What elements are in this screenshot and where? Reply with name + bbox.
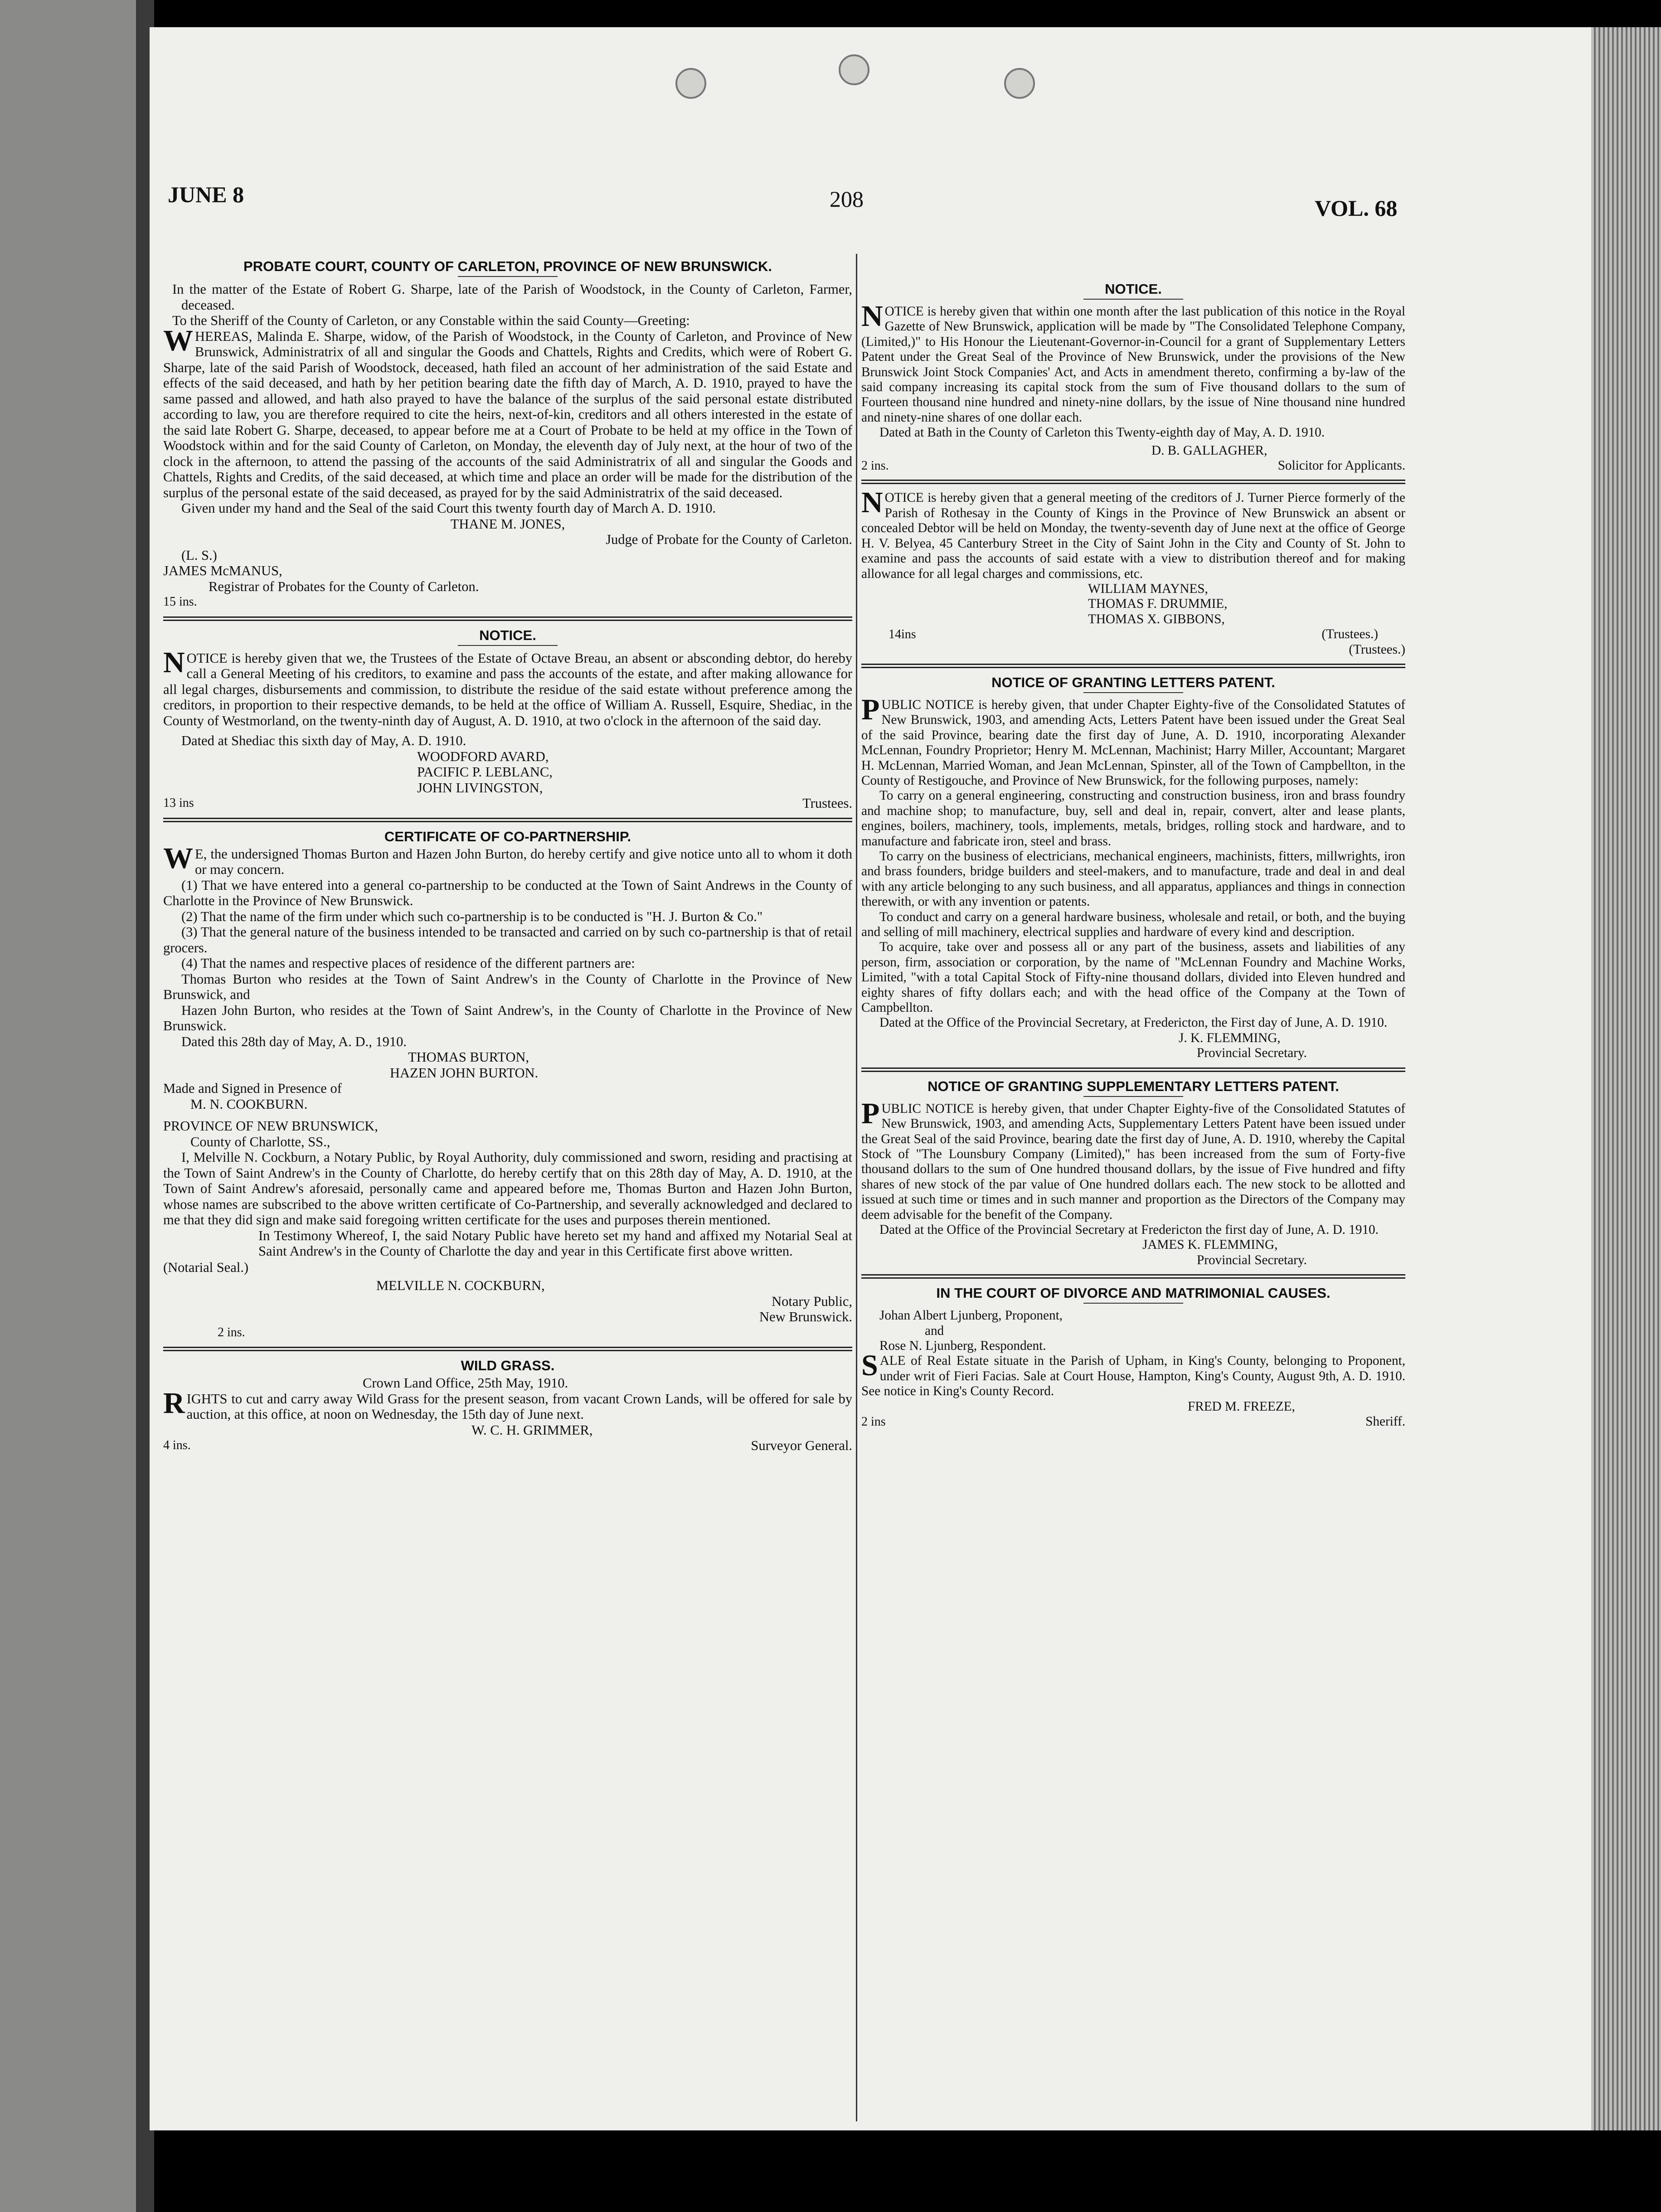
signature: THOMAS F. DRUMMIE, bbox=[1088, 597, 1228, 611]
signature-title: Surveyor General. bbox=[751, 1438, 852, 1453]
party-line: Rose N. Ljunberg, Respondent. bbox=[879, 1338, 1046, 1353]
signature-row bbox=[163, 796, 852, 811]
signature-row bbox=[163, 1438, 852, 1454]
signature-title: Registrar of Probates for the County of Carleton. bbox=[209, 578, 479, 594]
left-page-edge bbox=[0, 0, 150, 2212]
divider bbox=[458, 645, 558, 646]
party-line: and bbox=[925, 1323, 944, 1338]
paragraph: NOTICE is hereby given that within one month after the last publication of this notice in the Royal Gazette of New Brunswick, application will be made by "The Consolidated Telephone Company, (Limited,)" to His Honour the Lieutenant-Governor-in-Council for a grant of Supplementary Letters Patent under the Great Seal of the Province of New Brunswick, under the provisions of the New Brunswick Joint Stock Companies' Act, and Acts in amendment thereto, confirming a by-law of the said company increasing its capital stock from the sum of Five thousand dollars to the sum of Fourteen thousand nine hundred and ninety-nine dollars, by the issue of Nine thousand nine hundred and ninety-nine shares of one dollar each. bbox=[861, 300, 1405, 425]
paragraph: PUBLIC NOTICE is hereby given, that under Chapter Eighty-five of the Consolidated Statutes of New Brunswick, 1903, and amending Acts, Supplementary Letters Patent have been issued under the Great Seal of the said Province, bearing date the first day of June, A. D. 1910, whereby the Capital Stock of "The Lounsbury Company (Limited)," has been increased from the sum of Forty-five thousand dollars to the sum of One hundred thousand dollars, by the issue of Five hundred and fifty shares of new stock of the par value of One hundred dollars each. The new stock to be allotted and issued at such time or times and in such manner and proportion as the Directors of the Company may deem advisable for the benefit of the Company. bbox=[861, 1096, 1405, 1222]
right-column bbox=[861, 254, 1405, 1429]
signature: HAZEN JOHN BURTON. bbox=[390, 1065, 539, 1081]
paragraph: To conduct and carry on a general hardware business, wholesale and retail, or both, and the buying and selling of mill machinery, electrical supplies and hardware of every kind and description. bbox=[861, 909, 1405, 940]
co-partnership-certificate bbox=[163, 829, 852, 1341]
paragraph: Made and Signed in Presence of bbox=[163, 1081, 342, 1096]
section-title: IN THE COURT OF DIVORCE AND MATRIMONIAL CAUSES. bbox=[936, 1285, 1331, 1301]
column-divider bbox=[856, 254, 857, 2121]
supplementary-letters-patent-notice bbox=[861, 1078, 1405, 1268]
paragraph: Dated this 28th day of May, A. D., 1910. bbox=[181, 1033, 407, 1049]
binding-hole bbox=[1004, 68, 1035, 99]
telephone-company-notice bbox=[861, 281, 1405, 473]
section-title: NOTICE. bbox=[1105, 281, 1162, 297]
paragraph: PUBLIC NOTICE is hereby given, that under Chapter Eighty-five of the Consolidated Statutes of New Brunswick, 1903, and amending Acts, Letters Patent have been issued under the Great Seal of the said Province, bearing date the first day of June, A. D. 1910, incorporating Alexander McLennan, Foundry Proprietor; Henry M. McLennan, Machinist; Harry Miller, Accountant; Margaret H. McLennan, Married Woman, and Jean McLennan, Spinster, all of the Town of Campbellton, in the County of Restigouche, and Province of New Brunswick, for the following purposes, namely: bbox=[861, 693, 1405, 788]
paragraph: To carry on the business of electricians, mechanical engineers, machinists, fitters, millwrights, iron and brass founders, bridge builders and steel-makers, and to manufacture, trade and deal in and deal with any article belonging to any such business, and all apparatus, appliances and things in connection therewith, or with any invention or patents. bbox=[861, 849, 1405, 909]
signature: JOHN LIVINGSTON, bbox=[417, 780, 543, 796]
page-number: 208 bbox=[830, 186, 864, 212]
paragraph: (2) That the name of the firm under which such co-partnership is to be conducted is "H. J. Burton & Co." bbox=[181, 908, 763, 924]
insertion-count: 14ins bbox=[889, 627, 916, 642]
paragraph: NOTICE is hereby given that we, the Trustees of the Estate of Octave Breau, an absent or absconding debtor, do hereby call a General Meeting of his creditors, to examine and pass the accounts of the estate, and after making allowance for all legal charges, disbursements and commission, to distribute the residue of the said estate without preference among the creditors, in proportion to their respective demands, to be held at the office of William A. Russell, Esquire, Shediac, in the County of Westmorland, on the twenty-ninth day of August, A. D. 1910, at two o'clock in the afternoon of the said day. bbox=[163, 645, 852, 728]
insertion-count: 15 ins. bbox=[163, 595, 197, 609]
signature: WOODFORD AVARD, bbox=[417, 748, 549, 764]
testimony-block bbox=[163, 1228, 852, 1276]
section-divider bbox=[163, 616, 852, 621]
signature-title: Provincial Secretary. bbox=[1197, 1252, 1307, 1267]
page-stack-edge bbox=[1591, 27, 1661, 2130]
divider bbox=[1083, 299, 1183, 300]
signature: THOMAS BURTON, bbox=[408, 1049, 529, 1065]
paragraph: To the Sheriff of the County of Carleton, or any Constable within the said County—Greeting: bbox=[172, 313, 690, 328]
paragraph: I, Melville N. Cockburn, a Notary Public, by Royal Authority, duly commissioned and sworn, residing and practising at the Town of Saint Andrew's in the County of Charlotte, do hereby certify that on this 28th day of May, A. D. 1910, at the Town of Saint Andrew's aforesaid, personally came and appeared before me, Thomas Burton and Hazen John Burton, whose names are subscribed to the above written certificate of Co-Partnership, and severally acknowledged and declared to me that they did sign and make said foregoing written certificate for the uses and purposes therein mentioned. bbox=[163, 1150, 852, 1227]
paragraph: To acquire, take over and possess all or any part of the business, assets and liabilities of any person, firm, association or corporation, by the name of "McLennan Foundry and Machine Works, Limited, "with a total Capital Stock of Fifty-nine thousand dollars, divided into Eleven hundred and eighty shares of fifty dollars each; and with the head office of the Company at the Town of Campbellton. bbox=[861, 940, 1405, 1015]
signature-row bbox=[861, 458, 1405, 473]
signature-title: New Brunswick. bbox=[759, 1309, 852, 1324]
paragraph: Dated at the Office of the Provincial Secretary, at Fredericton, the First day of June, A. D. 1910. bbox=[879, 1015, 1388, 1030]
paragraph: NOTICE is hereby given that a general meeting of the creditors of J. Turner Pierce formerly of the Parish of Rothesay in the County of Kings in the Province of New Brunswick an absent or concealed Debtor will be held on Monday, the twenty-seventh day of June next at the office of George H. V. Belyea, 45 Canterbury Street in the City of Saint John in the City and County of St. John to examine and pass the accounts of said estate with a view to distribution thereof and for making allowance for all legal charges and commissions, etc. bbox=[861, 486, 1405, 581]
wild-grass-notice bbox=[163, 1358, 852, 1454]
signature: MELVILLE N. COCKBURN, bbox=[376, 1278, 545, 1293]
paragraph: (3) That the general nature of the business intended to be transacted and carried on by such co-partnership is that of retail grocers. bbox=[163, 924, 852, 956]
divorce-court-notice bbox=[861, 1285, 1405, 1429]
signature-title: Judge of Probate for the County of Carleton. bbox=[606, 532, 852, 547]
signature-title: Trustees. bbox=[802, 796, 852, 811]
binding-hole bbox=[839, 54, 869, 85]
paragraph: Given under my hand and the Seal of the said Court this twenty fourth day of March A. D. 1910. bbox=[181, 500, 716, 516]
signature: THANE M. JONES, bbox=[450, 516, 565, 532]
probate-notice bbox=[163, 258, 852, 610]
paragraph: SALE of Real Estate situate in the Parish of Upham, in King's County, belonging to Proponent, under writ of Fieri Facias. Sale at Court House, Hampton, King's County, August 9th, A. D. 1910. See notice in King's County Record. bbox=[861, 1349, 1405, 1399]
section-title: WILD GRASS. bbox=[461, 1358, 555, 1373]
signature-title: (Trustees.) bbox=[1321, 627, 1378, 642]
paragraph: (1) That we have entered into a general co-partnership to be conducted at the Town of Saint Andrews in the County of Charlotte in the Province of New Brunswick. bbox=[163, 877, 852, 908]
paragraph: To carry on a general engineering, constructing and construction business, iron and brass foundry and machine shop; to manufacture, buy, sell and deal in, repair, convert, alter and lease plants, engines, boilers, machinery, tools, implements, metals, bridges, rolling stock and hardware, and to manufacture and fabricate iron, steel and brass. bbox=[861, 788, 1405, 849]
seal-mark: (Notarial Seal.) bbox=[163, 1259, 249, 1275]
signature-title: Solicitor for Applicants. bbox=[1277, 458, 1405, 473]
page-date: JUNE 8 bbox=[168, 182, 244, 207]
section-title: PROBATE COURT, COUNTY OF CARLETON, PROVINCE OF NEW BRUNSWICK. bbox=[243, 258, 772, 274]
divider bbox=[458, 276, 558, 277]
signature: PACIFIC P. LEBLANC, bbox=[417, 764, 553, 780]
section-divider bbox=[861, 1274, 1405, 1279]
binding-hole bbox=[675, 68, 706, 99]
insertion-count: 2 ins. bbox=[861, 459, 889, 473]
signature: JAMES K. FLEMMING, bbox=[1142, 1237, 1278, 1252]
seal-mark: (L. S.) bbox=[181, 547, 217, 563]
paragraph: In the matter of the Estate of Robert G. Sharpe, late of the Parish of Woodstock, in the County of Carleton, Farmer, deceased. bbox=[172, 281, 852, 313]
section-title: NOTICE OF GRANTING LETTERS PATENT. bbox=[991, 674, 1275, 690]
section-divider bbox=[861, 480, 1405, 484]
insertion-count: 2 ins bbox=[861, 1415, 886, 1429]
paragraph: In Testimony Whereof, I, the said Notary Public have hereto set my hand and affixed my Notarial Seal at Saint Andrew's in the County of Charlotte the day and year in this Certificate first above written. bbox=[258, 1227, 852, 1259]
signature: D. B. GALLAGHER, bbox=[1151, 443, 1268, 458]
divider bbox=[1083, 692, 1183, 693]
signature-row bbox=[861, 627, 1405, 642]
paragraph: (4) That the names and respective places of residence of the different partners are: bbox=[181, 956, 635, 971]
signature: JAMES McMANUS, bbox=[163, 563, 282, 578]
signature-row bbox=[861, 1414, 1405, 1429]
left-column bbox=[163, 254, 852, 1454]
divider bbox=[1083, 1303, 1183, 1304]
party-line: Johan Albert Ljunberg, Proponent, bbox=[879, 1308, 1063, 1323]
paragraph: County of Charlotte, SS., bbox=[190, 1134, 330, 1150]
insertion-count: 4 ins. bbox=[163, 1438, 191, 1452]
section-title: NOTICE. bbox=[479, 627, 536, 643]
signature: THOMAS X. GIBBONS, bbox=[1088, 611, 1225, 626]
paragraph: PROVINCE OF NEW BRUNSWICK, bbox=[163, 1118, 378, 1134]
signature-title: Sheriff. bbox=[1365, 1414, 1405, 1429]
paragraph: Dated at Bath in the County of Carleton this Twenty-eighth day of May, A. D. 1910. bbox=[879, 425, 1325, 440]
signature: J. K. FLEMMING, bbox=[1179, 1030, 1281, 1045]
volume-label: VOL. 68 bbox=[1315, 195, 1398, 221]
paragraph: WE, the undersigned Thomas Burton and Hazen John Burton, do hereby certify and give notice unto all to whom it doth or may concern. bbox=[163, 841, 852, 877]
section-divider bbox=[163, 818, 852, 822]
paragraph: Hazen John Burton, who resides at the Town of Saint Andrew's, in the County of Charlotte in the Province of New Brunswick. bbox=[163, 1002, 852, 1033]
paragraph: Crown Land Office, 25th May, 1910. bbox=[363, 1375, 568, 1391]
section-divider bbox=[861, 1067, 1405, 1072]
signature: FRED M. FREEZE, bbox=[1188, 1399, 1295, 1414]
paragraph: Thomas Burton who resides at the Town of Saint Andrew's in the County of Charlotte in the Province of New Brunswick, and bbox=[163, 971, 852, 1002]
signature: M. N. COOKBURN. bbox=[190, 1096, 308, 1112]
signature-title: Notary Public, bbox=[772, 1293, 852, 1309]
signature-title: Provincial Secretary. bbox=[1197, 1046, 1307, 1061]
insertion-count: 2 ins. bbox=[218, 1325, 245, 1339]
signature: W. C. H. GRIMMER, bbox=[471, 1422, 593, 1438]
octave-breau-notice bbox=[163, 627, 852, 811]
paragraph: Dated at Shediac this sixth day of May, A. D. 1910. bbox=[181, 733, 466, 748]
section-divider bbox=[861, 664, 1405, 668]
paragraph: WHEREAS, Malinda E. Sharpe, widow, of the Parish of Woodstock, in the County of Carleton, and Province of New Brunswick, Administratrix of all and singular the Goods and Chattels, Rights and Credits, which were of Robert G. Sharpe, late of the said Parish of Woodstock, deceased, hath filed an account of her administration of the said Estate and effects of the said deceased, and hath by her petition bearing date the fifth day of March, A. D. 1910, prayed to have the same passed and allowed, and hath also prayed to have the balance of the surplus of the said personal estate distributed according to law, you are therefore required to cite the heirs, next-of-kin, creditors and all others interested in the estate of the said late Robert G. Sharpe, deceased, to appear before me at a Court of Probate to be held at my office in the Town of Woodstock within and for the said County of Carleton, on Monday, the eleventh day of July next, at the hour of two of the clock in the afternoon, to attend the passing of the accounts of the said Administratrix of all and singular the Goods and Chattels, Rights and Credits, of the said deceased, at which time and place an order will be made for the distribution of the surplus of the personal estate of the said deceased, as prayed for by the said Administratrix of the said deceased. bbox=[163, 324, 852, 500]
section-title: NOTICE OF GRANTING SUPPLEMENTARY LETTERS PATENT. bbox=[928, 1078, 1339, 1094]
section-title: CERTIFICATE OF CO-PARTNERSHIP. bbox=[384, 828, 631, 844]
letters-patent-notice bbox=[861, 674, 1405, 1061]
signature-title: (Trustees.) bbox=[1349, 642, 1405, 657]
insertion-count: 13 ins bbox=[163, 796, 194, 810]
paragraph: RIGHTS to cut and carry away Wild Grass for the present season, from vacant Crown Lands, will be offered for sale by auction, at this office, at noon on Wednesday, the 15th day of June next. bbox=[163, 1386, 852, 1422]
divider bbox=[1083, 1096, 1183, 1097]
paragraph: Dated at the Office of the Provincial Secretary at Fredericton the first day of June, A. D. 1910. bbox=[879, 1222, 1379, 1237]
signature: WILLIAM MAYNES, bbox=[1088, 581, 1208, 596]
pierce-creditors-notice bbox=[861, 486, 1405, 657]
section-divider bbox=[163, 1347, 852, 1351]
